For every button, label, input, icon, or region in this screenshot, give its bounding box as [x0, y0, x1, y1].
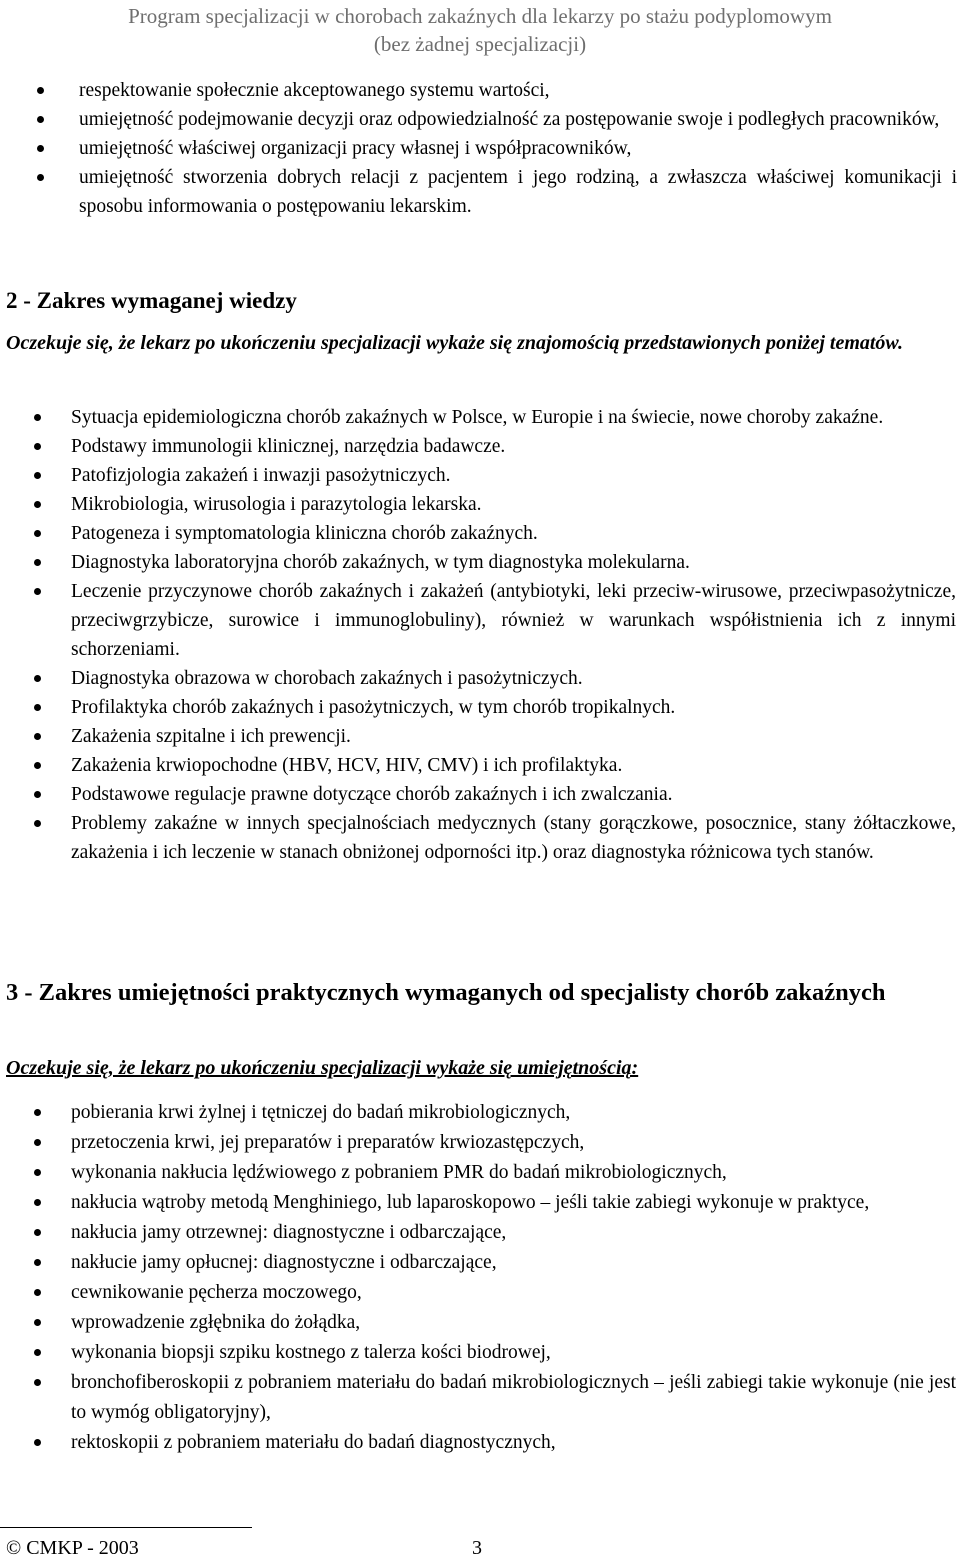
- list-item: wprowadzenie zgłębnika do żołądka,: [71, 1308, 956, 1338]
- running-header-subtitle: (bez żadnej specjalizacji): [373, 32, 587, 56]
- section-3-lead: Oczekuje się, że lekarz po ukończeniu specjalizacji wykaże się umiejętnością:: [6, 1057, 639, 1079]
- list-item: respektowanie społecznie akceptowanego systemu wartości,: [79, 76, 957, 105]
- list-item: Sytuacja epidemiologiczna chorób zakaźnych w Polsce, w Europie i na świecie, nowe choroby zakaźne.: [71, 403, 956, 432]
- running-header: [0, 2, 960, 58]
- list-item: Leczenie przyczynowe chorób zakaźnych i zakażeń (antybiotyki, leki przeciw-wirusowe, przeciwpasożytnicze, przeciwgrzybicze, surowice i immunoglobuliny), również w warunkach współistnienia ich z innymi schorzeniami.: [71, 577, 956, 664]
- list-item: nakłucia jamy otrzewnej: diagnostyczne i odbarczające,: [71, 1218, 956, 1248]
- running-header-title: Program specjalizacji w chorobach zakaźnych dla lekarzy po stażu podyplomowym: [128, 4, 832, 28]
- list-item: Problemy zakaźne w innych specjalnościach medycznych (stany gorączkowe, posocznice, stany żółtaczkowe, zakażenia i ich leczenie w stanach obniżonej odporności itp.) oraz diagnostyka różnicowa tych stanów.: [71, 809, 956, 867]
- list-item: umiejętność podejmowanie decyzji oraz odpowiedzialność za postępowanie swoje i podległych pracowników,: [79, 105, 957, 134]
- knowledge-list: [71, 403, 956, 867]
- list-item: Zakażenia krwiopochodne (HBV, HCV, HIV, CMV) i ich profilaktyka.: [71, 751, 956, 780]
- list-item: umiejętność właściwej organizacji pracy własnej i współpracowników,: [79, 134, 957, 163]
- section-2-lead: Oczekuje się, że lekarz po ukończeniu specjalizacji wykaże się znajomością przedstawionych poniżej tematów.: [6, 332, 904, 354]
- section-2-heading: 2 - Zakres wymaganej wiedzy: [6, 288, 297, 313]
- list-item: Diagnostyka laboratoryjna chorób zakaźnych, w tym diagnostyka molekularna.: [71, 548, 956, 577]
- list-item: pobierania krwi żylnej i tętniczej do badań mikrobiologicznych,: [71, 1098, 956, 1128]
- page-number: 3: [472, 1537, 482, 1559]
- list-item: umiejętność stworzenia dobrych relacji z pacjentem i jego rodziną, a zwłaszcza właściwej komunikacji i sposobu informowania o postępowaniu lekarskim.: [79, 163, 957, 221]
- list-item: wykonania nakłucia lędźwiowego z pobraniem PMR do badań mikrobiologicznych,: [71, 1158, 956, 1188]
- list-item: Mikrobiologia, wirusologia i parazytologia lekarska.: [71, 490, 956, 519]
- list-item: nakłucie jamy opłucnej: diagnostyczne i odbarczające,: [71, 1248, 956, 1278]
- list-item: Podstawowe regulacje prawne dotyczące chorób zakaźnych i ich zwalczania.: [71, 780, 956, 809]
- list-item: Profilaktyka chorób zakaźnych i pasożytniczych, w tym chorób tropikalnych.: [71, 693, 956, 722]
- intro-list: [79, 76, 957, 221]
- footer-copyright: © CMKP - 2003: [6, 1537, 139, 1559]
- list-item: Patogeneza i symptomatologia kliniczna chorób zakaźnych.: [71, 519, 956, 548]
- list-item: Podstawy immunologii klinicznej, narzędzia badawcze.: [71, 432, 956, 461]
- section-3-heading: 3 - Zakres umiejętności praktycznych wymaganych od specjalisty chorób zakaźnych: [6, 979, 886, 1006]
- list-item: cewnikowanie pęcherza moczowego,: [71, 1278, 956, 1308]
- list-item: Zakażenia szpitalne i ich prewencji.: [71, 722, 956, 751]
- list-item: bronchofiberoskopii z pobraniem materiału do badań mikrobiologicznych – jeśli zabiegi takie wykonuje (nie jest to wymóg obligatoryjny),: [71, 1368, 956, 1428]
- list-item: rektoskopii z pobraniem materiału do badań diagnostycznych,: [71, 1428, 956, 1458]
- list-item: Diagnostyka obrazowa w chorobach zakaźnych i pasożytniczych.: [71, 664, 956, 693]
- list-item: przetoczenia krwi, jej preparatów i preparatów krwiozastępczych,: [71, 1128, 956, 1158]
- list-item: nakłucia wątroby metodą Menghiniego, lub laparoskopowo – jeśli takie zabiegi wykonuje w praktyce,: [71, 1188, 956, 1218]
- skills-list: [71, 1098, 956, 1458]
- list-item: wykonania biopsji szpiku kostnego z talerza kości biodrowej,: [71, 1338, 956, 1368]
- footer-divider: [0, 1527, 252, 1528]
- list-item: Patofizjologia zakażeń i inwazji pasożytniczych.: [71, 461, 956, 490]
